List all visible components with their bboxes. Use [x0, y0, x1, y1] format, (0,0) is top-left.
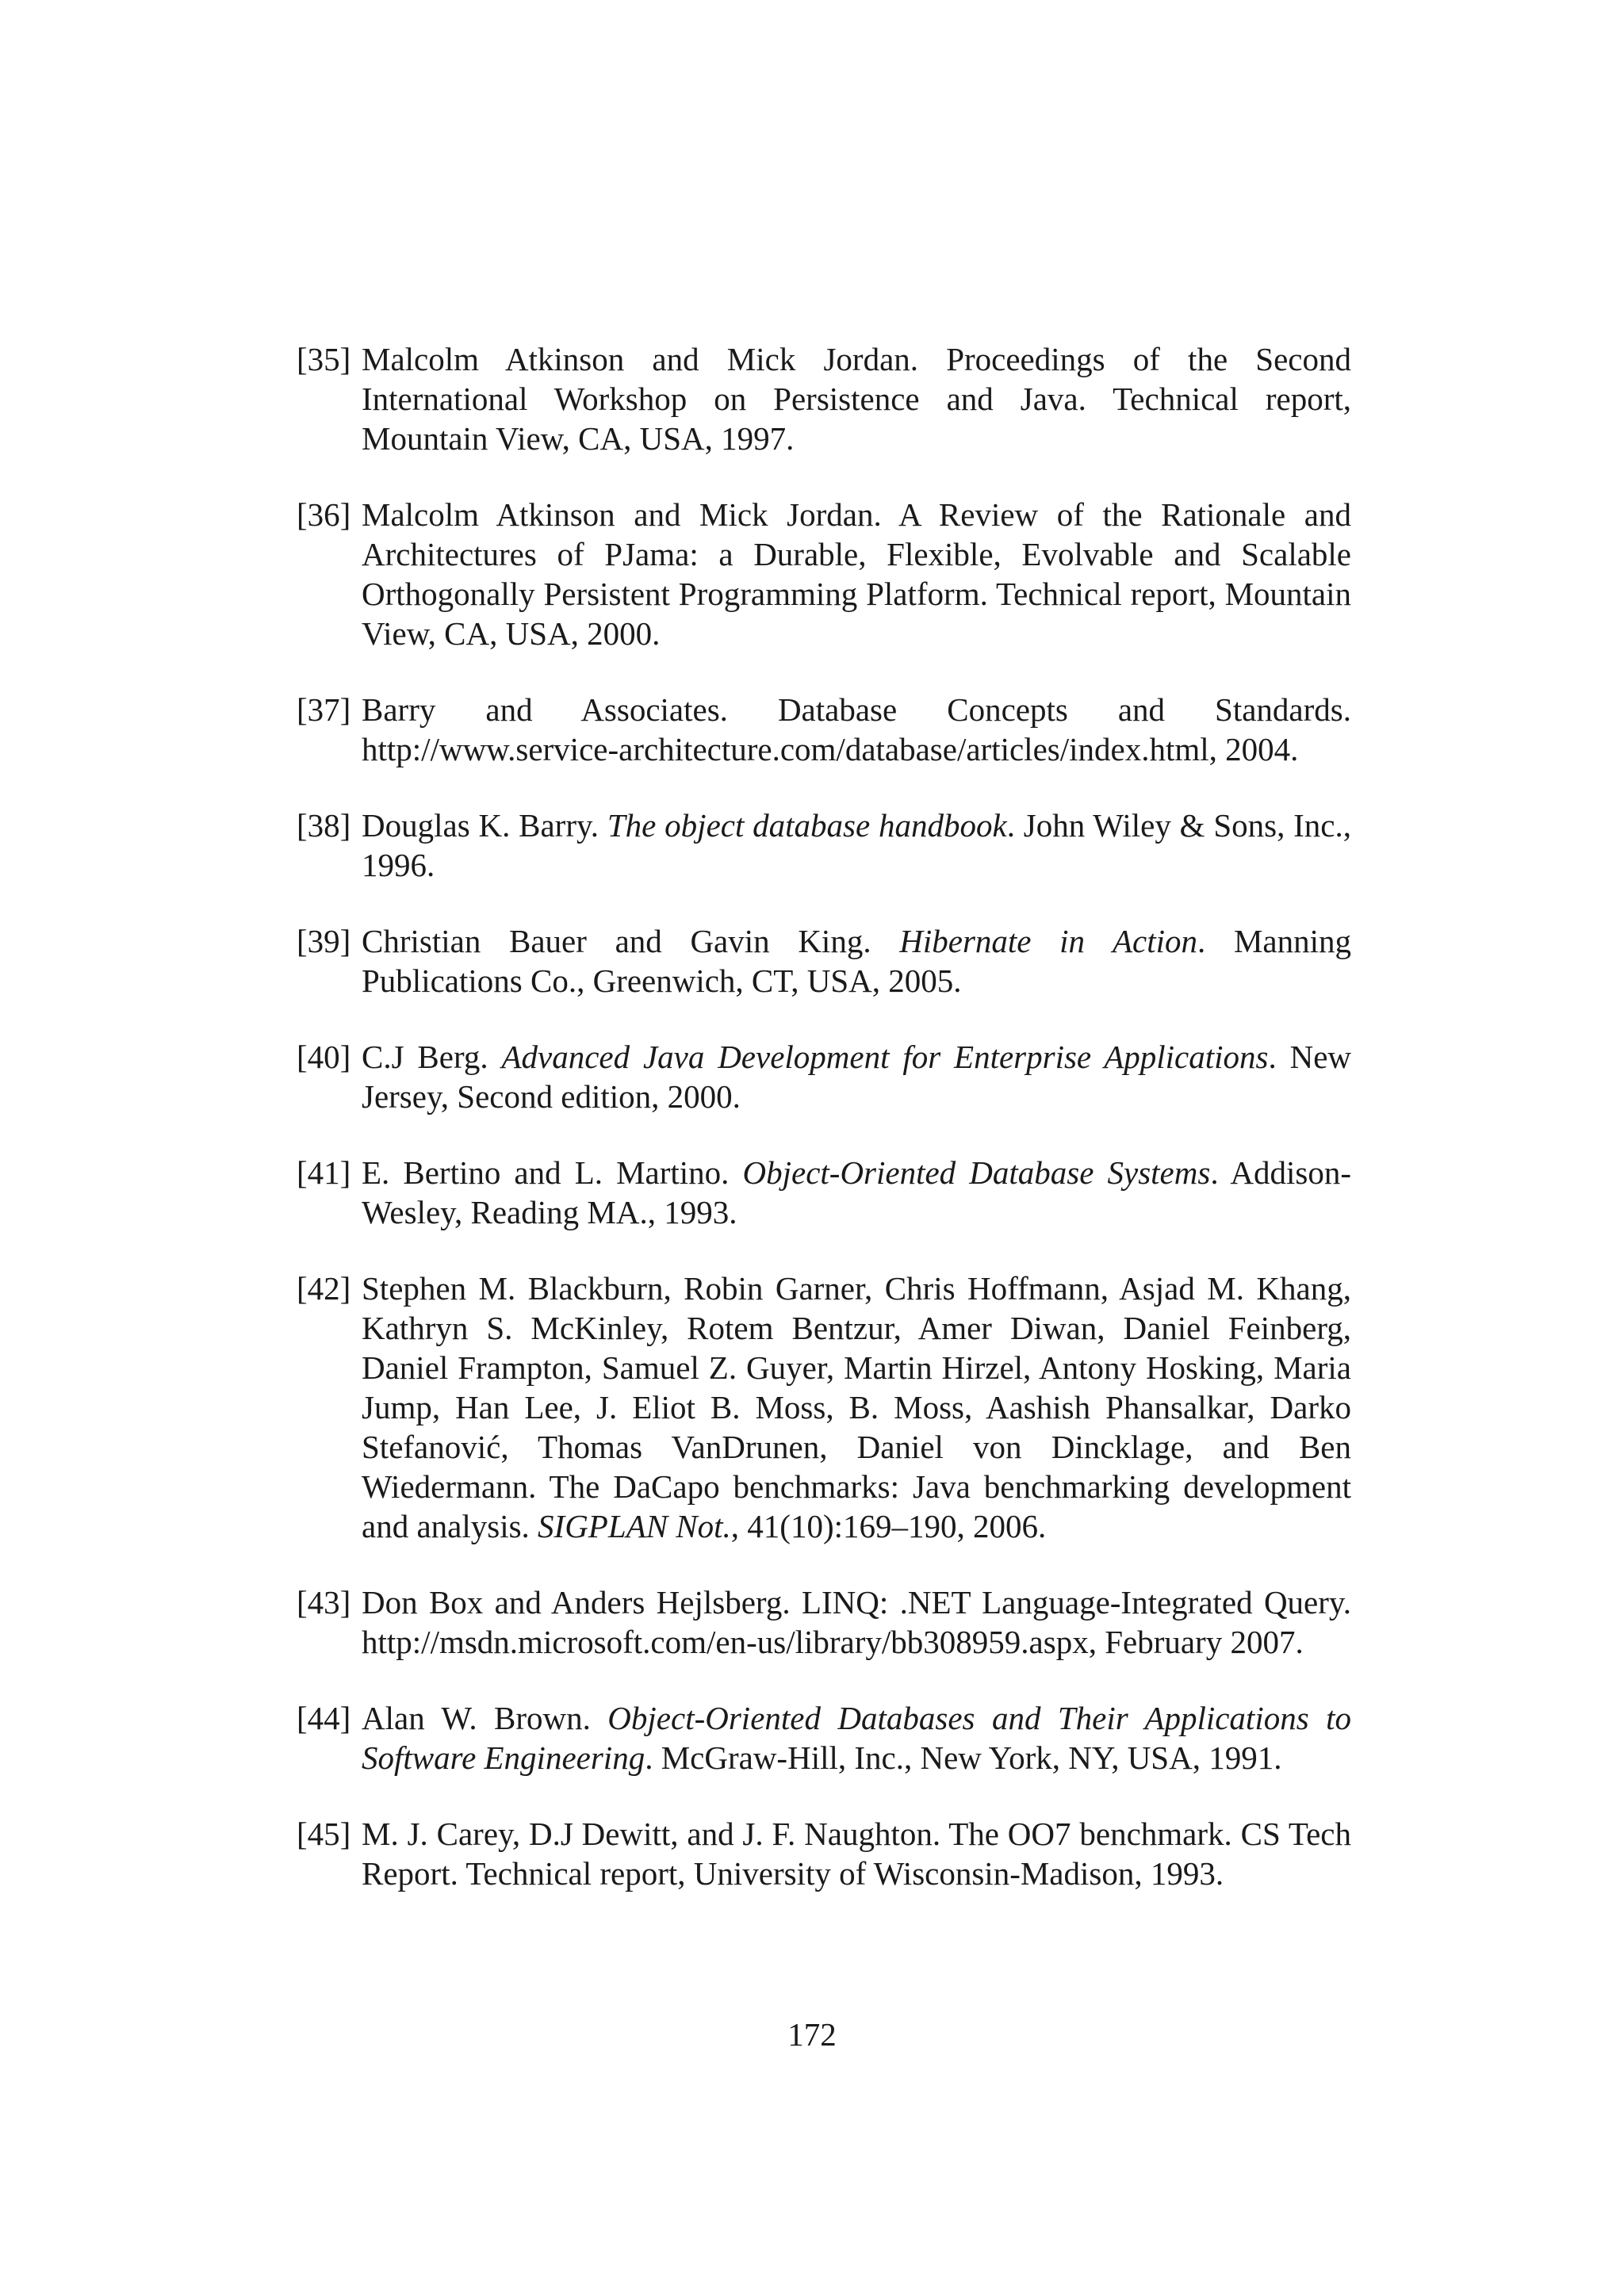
reference-text-segment: Douglas K. Barry. [362, 807, 607, 844]
reference-text [362, 339, 1351, 458]
reference-text [362, 1037, 1351, 1116]
reference-title-italic: Object-Oriented Databases and Their Applications to Software Engineering [362, 1700, 1351, 1776]
reference-text [362, 690, 1351, 769]
reference-item [297, 495, 1351, 653]
reference-number: [45] [297, 1816, 351, 1852]
reference-item [297, 1037, 1351, 1116]
reference-item [297, 921, 1351, 1001]
reference-number: [39] [297, 923, 351, 959]
reference-item [297, 339, 1351, 458]
reference-item [297, 1269, 1351, 1546]
reference-item [297, 806, 1351, 885]
reference-title-italic: Advanced Java Development for Enterprise Applications [501, 1039, 1269, 1075]
reference-number: [36] [297, 496, 351, 533]
reference-number: [40] [297, 1039, 351, 1075]
reference-title-italic: The object database handbook [607, 807, 1007, 844]
reference-text-segment: Barry and Associates. Database Concepts and Standards. http://www.service-architecture.com/database/articles/index.html, 2004. [362, 691, 1351, 767]
reference-text-segment: . McGraw-Hill, Inc., New York, NY, USA, 1991. [645, 1739, 1282, 1776]
bibliography-list [297, 339, 1351, 1930]
reference-text-segment: Alan W. Brown. [362, 1700, 608, 1736]
reference-number: [44] [297, 1700, 351, 1736]
reference-text [362, 1698, 1351, 1777]
reference-text-segment: Malcolm Atkinson and Mick Jordan. A Review of the Rationale and Architectures of PJama: a Durable, Flexible, Evolvable and Scalable Orthogonally Persistent Programming Platform. Technical report, Mountain View, CA, USA, 2000. [362, 496, 1351, 652]
reference-item [297, 1582, 1351, 1662]
reference-text-segment: C.J Berg. [362, 1039, 502, 1075]
reference-text-segment: . Addison-Wesley, Reading MA., 1993. [362, 1154, 1351, 1230]
reference-text-segment: . New Jersey, Second edition, 2000. [362, 1039, 1352, 1115]
reference-number: [41] [297, 1154, 351, 1191]
reference-item [297, 690, 1351, 769]
reference-number: [38] [297, 807, 351, 844]
reference-text-segment: Don Box and Anders Hejlsberg. LINQ: .NET Language-Integrated Query. http://msdn.microsoft.com/en-us/library/bb308959.aspx, February 2007. [362, 1584, 1351, 1660]
reference-text-segment: E. Bertino and L. Martino. [362, 1154, 743, 1191]
reference-text [362, 1269, 1351, 1546]
reference-number: [37] [297, 691, 351, 728]
reference-item [297, 1814, 1351, 1893]
reference-text-segment: . John Wiley & Sons, Inc., 1996. [362, 807, 1351, 883]
reference-title-italic: SIGPLAN Not. [538, 1508, 731, 1544]
reference-item [297, 1698, 1351, 1777]
reference-text-segment: M. J. Carey, D.J Dewitt, and J. F. Naughton. The OO7 benchmark. CS Tech Report. Technical report, University of Wisconsin-Madison, 1993. [362, 1816, 1351, 1892]
reference-text-segment: . Manning Publications Co., Greenwich, CT, USA, 2005. [362, 923, 1352, 999]
reference-text [362, 495, 1351, 653]
reference-text [362, 1153, 1351, 1232]
page-number: 172 [787, 2016, 837, 2053]
reference-title-italic: Hibernate in Action [899, 923, 1198, 959]
reference-text [362, 1582, 1351, 1662]
reference-text [362, 1814, 1351, 1893]
reference-text-segment: Christian Bauer and Gavin King. [362, 923, 900, 959]
reference-text [362, 806, 1351, 885]
reference-number: [35] [297, 341, 351, 377]
reference-text-segment: Malcolm Atkinson and Mick Jordan. Proceedings of the Second International Workshop on Persistence and Java. Technical report, Mountain View, CA, USA, 1997. [362, 341, 1351, 457]
reference-number: [42] [297, 1270, 351, 1307]
reference-title-italic: Object-Oriented Database Systems [742, 1154, 1211, 1191]
reference-text-segment: Stephen M. Blackburn, Robin Garner, Chris Hoffmann, Asjad M. Khang, Kathryn S. McKinley, Rotem Bentzur, Amer Diwan, Daniel Feinberg, Daniel Frampton, Samuel Z. Guyer, Martin Hirzel, Antony Hosking, Maria Jump, Han Lee, J. Eliot B. Moss, B. Moss, Aashish Phansalkar, Darko Stefanović, Thomas VanDrunen, Daniel von Dincklage, and Ben Wiedermann. The DaCapo benchmarks: Java benchmarking development and analysis. [362, 1270, 1351, 1544]
reference-item [297, 1153, 1351, 1232]
reference-number: [43] [297, 1584, 351, 1621]
reference-text [362, 921, 1351, 1001]
reference-text-segment: , 41(10):169–190, 2006. [730, 1508, 1047, 1544]
